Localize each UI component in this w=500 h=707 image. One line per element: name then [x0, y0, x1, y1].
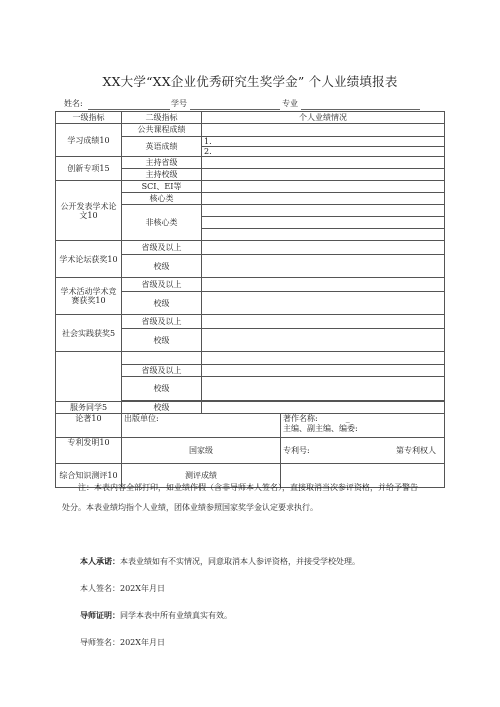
patent-number-cell[interactable] — [281, 438, 445, 464]
non-core-cell-3[interactable] — [202, 229, 445, 241]
editor-roles-label: 主编、副主编、编委: — [283, 423, 358, 433]
honor-school-cell[interactable] — [202, 377, 445, 401]
work-name-cell[interactable] — [281, 414, 445, 438]
host-school-cell[interactable] — [202, 169, 445, 181]
competition-school-cell[interactable] — [202, 292, 445, 315]
honor-provincial-cell[interactable] — [202, 365, 445, 377]
english-item-1[interactable]: 1. — [202, 137, 445, 147]
forum-school-label: 校级 — [122, 255, 202, 278]
header-level2: 二级指标 — [122, 112, 202, 124]
non-core-cell-1[interactable] — [202, 205, 445, 217]
competition-provincial-cell[interactable] — [202, 278, 445, 292]
service-label: 服务同学5 — [56, 402, 122, 414]
honor-provincial-label: 省级及以上 — [122, 365, 202, 377]
honor-spacer — [56, 352, 122, 401]
core-label: 核心类 — [122, 193, 202, 205]
english-item-2[interactable]: 2. — [202, 147, 445, 157]
major-field-line[interactable] — [301, 109, 420, 110]
non-core-cell-2[interactable] — [202, 217, 445, 229]
self-signature-line: 本人签名：202X年月日 — [80, 584, 165, 593]
works-label: 论著10 — [56, 414, 122, 438]
work-name-label: 著作名称: — [283, 414, 318, 424]
header-level1: 一级指标 — [56, 112, 122, 124]
non-core-label: 非核心类 — [122, 205, 202, 241]
core-cell[interactable] — [202, 193, 445, 205]
social-school-cell[interactable] — [202, 329, 445, 352]
notes-block — [62, 478, 422, 518]
social-practice-label: 社会实践获奖5 — [56, 315, 122, 352]
social-provincial-cell[interactable] — [202, 315, 445, 329]
knowledge-test-label: 综合知识测评10 — [56, 464, 122, 488]
pledge-line — [80, 556, 360, 567]
test-score-label: 测评成绩 — [122, 464, 281, 488]
forum-provincial-cell[interactable] — [202, 241, 445, 255]
major-label: 专业 — [282, 99, 298, 108]
competition-school-label: 校级 — [122, 292, 202, 315]
note-text: 注：本表内容全部打印，如业绩作假（含非导师本人签名），直接取消当次参评资格，并给予警告处分。本表业绩均指个人业绩，团体业绩参照国家奖学金认定要求执行。 — [62, 483, 418, 512]
student-id-label: 学号 — [171, 99, 187, 108]
service-school-label: 校级 — [122, 402, 202, 414]
patent-national-label: 国家级 — [122, 438, 281, 464]
honor-award-label — [56, 401, 122, 402]
service-school-cell[interactable] — [202, 402, 445, 414]
patentee-label: 第专利权人 — [396, 446, 436, 456]
papers-label: 公开发表学术论文10 — [56, 181, 122, 241]
forum-provincial-label: 省级及以上 — [122, 241, 202, 255]
patent-number-label: 专利号: — [283, 446, 310, 456]
header-performance: 个人业绩情况 — [202, 112, 445, 124]
public-courses-label: 公共课程成绩 — [122, 124, 202, 137]
study-score-label: 学习成绩10 — [56, 124, 122, 157]
advisor-signature-line: 导师签名：202X年月日 — [80, 638, 165, 647]
publisher-label[interactable]: 出版单位: — [122, 414, 281, 438]
competition-provincial-label: 省级及以上 — [122, 278, 202, 292]
patent-label: 专利发明10 — [56, 438, 122, 464]
innovation-label: 创新专项15 — [56, 157, 122, 181]
work-name-dash: _ — [345, 414, 350, 424]
name-label: 姓名: — [64, 99, 83, 108]
sci-ei-label: SCI、EI等 — [122, 181, 202, 193]
forum-school-cell[interactable] — [202, 255, 445, 278]
public-courses-cell[interactable] — [202, 124, 445, 137]
personal-info-line — [64, 98, 420, 111]
competition-award-label: 学术活动学术竞赛获奖10 — [56, 278, 122, 315]
pledge-label: 本人承诺： — [80, 556, 120, 566]
honor-school-label: 校级 — [122, 377, 202, 401]
forum-award-label: 学术论坛获奖10 — [56, 241, 122, 278]
advisor-proof-line — [80, 610, 232, 621]
social-provincial-label: 省级及以上 — [122, 315, 202, 329]
page-title: XX大学“XX企业优秀研究生奖学金” 个人业绩填报表 — [102, 74, 398, 89]
english-score-label: 英语成绩 — [122, 137, 202, 157]
name-field-line[interactable] — [88, 109, 170, 110]
host-province-label: 主持省级 — [122, 157, 202, 169]
advisor-proof-label: 导师证明： — [80, 610, 120, 620]
pledge-text: 本表业绩如有不实情况，同意取消本人参评资格，并接受学校处理。 — [120, 557, 360, 566]
student-id-field-line[interactable] — [190, 109, 280, 110]
honor-blank-cell[interactable] — [202, 352, 445, 365]
social-school-label: 校级 — [122, 329, 202, 352]
performance-table — [55, 111, 445, 488]
sci-ei-cell[interactable] — [202, 181, 445, 193]
host-school-label: 主持校级 — [122, 169, 202, 181]
honor-blank-level — [122, 352, 202, 365]
advisor-proof-text: 同学本表中所有业绩真实有效。 — [120, 611, 232, 620]
host-province-cell[interactable] — [202, 157, 445, 169]
